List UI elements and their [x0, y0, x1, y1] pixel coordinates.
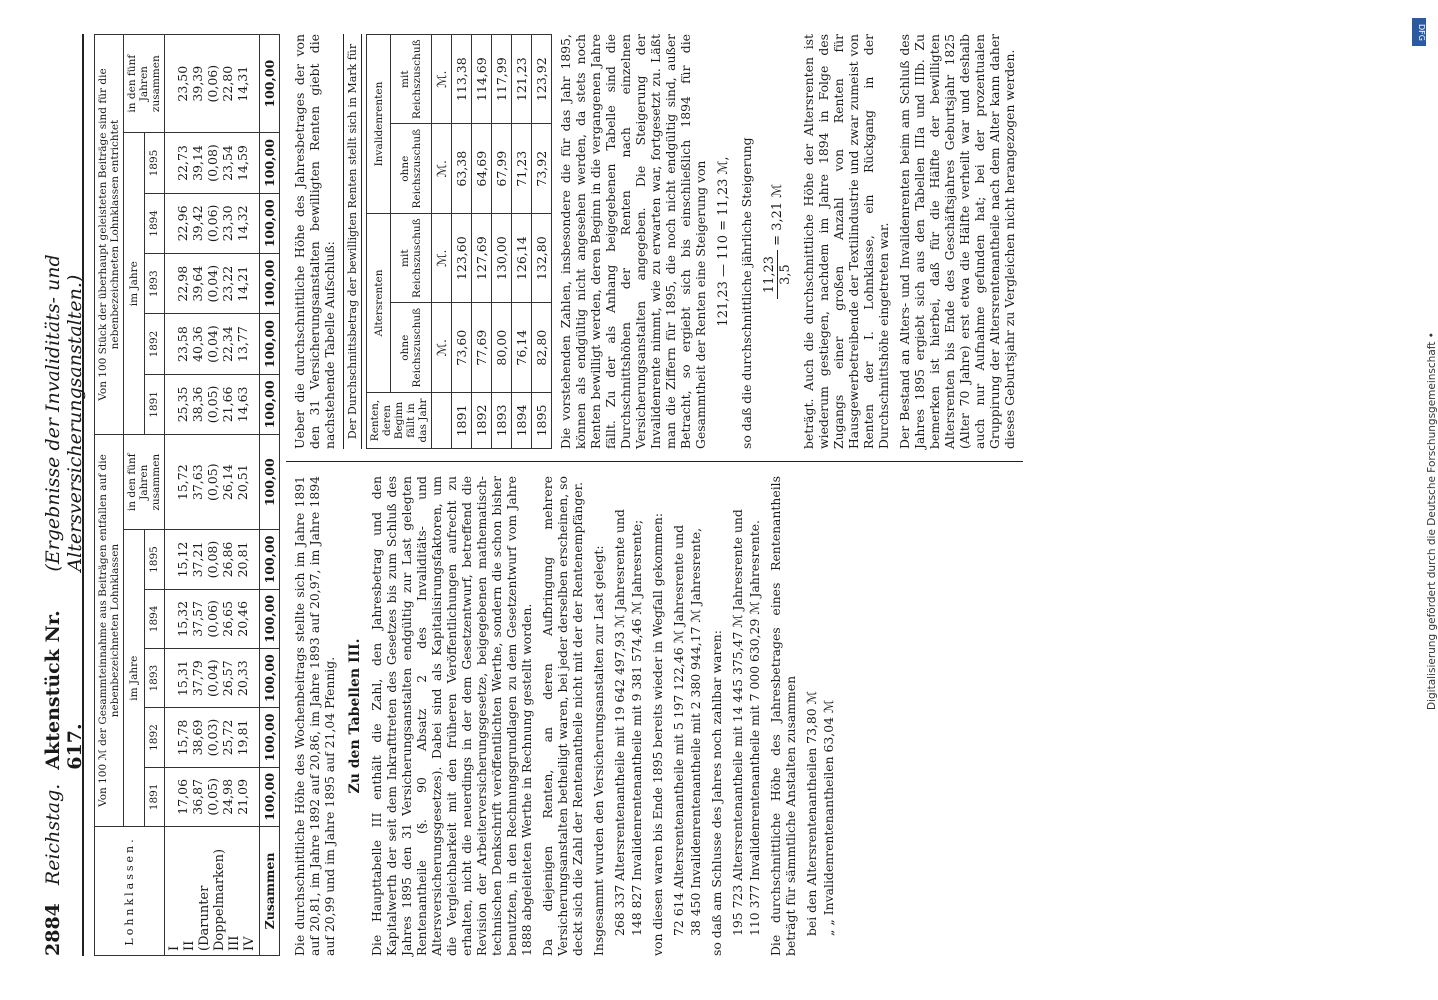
- paragraph: Ueber die durchschnittliche Höhe des Jahresbetrages der von den 31 Versicherungsanstalten bewilligten Renten giebt die nachstehende Tabelle Aufschluß:: [292, 34, 337, 449]
- g2-im-jahre: im Jahre: [124, 133, 145, 435]
- col-ohne: ohne Reichszuschuß: [391, 124, 432, 214]
- class-labels: I II (Darunter Doppelmarken) III IV: [165, 827, 260, 956]
- g1-cell: 15,32 37,57 (0,06) 26,65 20,46: [165, 589, 260, 648]
- dfg-sidebar: [1412, 10, 1438, 990]
- page-header: [42, 34, 84, 956]
- wage-class-table: [94, 34, 280, 956]
- sum-cell: 100,00: [260, 374, 280, 434]
- sum-cell: 100,00: [260, 589, 280, 648]
- table-row: [512, 35, 532, 449]
- g1-cell: 15,12 37,21 (0,08) 26,86 20,81: [165, 530, 260, 589]
- col-mit: mit Reichszuschuß: [391, 214, 432, 303]
- cell: 76,14: [512, 303, 532, 393]
- fraction-formula: [762, 34, 793, 449]
- cell-year: 1891: [452, 392, 472, 448]
- year-header: 1891: [144, 767, 165, 826]
- table-caption: Der Durchschnittsbetrag der bewilligten Renten stellt sich in Mark für: [343, 34, 362, 449]
- paragraph: Die durchschnittliche Höhe des Wochenbeitrags stellte sich im Jahre 1891 auf 20,81, im Jahre 1892 auf 20,86, im Jahre 1893 auf 20,97, im Jahre 1894 auf 20,99 und im Jahre 1895 auf 21,04 Pfennig.: [292, 476, 337, 956]
- year-header: 1894: [144, 193, 165, 253]
- table-row: [472, 35, 492, 449]
- sum-cell: 100,00: [260, 649, 280, 708]
- unit: ℳ.: [432, 214, 452, 303]
- cell-year: 1894: [512, 392, 532, 448]
- paragraph: Insgesammt wurden den Versicherungsanstalten zur Last gelegt:: [591, 545, 606, 956]
- paragraph: Da diejenigen Renten, an deren Aufbringung mehrere Versicherungsanstalten betheiligt waren, bei jeder derselben erscheinen, so deckt sich die Zahl der Rentenantheile nicht mit der der Rentenempfänger.: [540, 476, 585, 956]
- g2-cell: 22,96 39,42 (0,06) 23,30 14,32: [165, 193, 260, 253]
- paragraph: Die Haupttabelle III enthält die Zahl, den Jahresbetrag und den Kapitalwerth der seit dem Inkrafttreten des Gesetzes bis zum Schluß des Jahres 1895 den 31 Versicherungsanstalten endgültig zur Last gelegten Rentenantheile (§. 90 Absatz 2 des Invaliditäts- und Altersversicherungsgesetzes). Dabei sind als Kapitalisirungsfaktoren, um die Vergleichbarkeit mit den früheren Veröffentlichungen aufrecht zu erhalten, nicht die neuerdings in der dem Gesetzentwurf, betreffend die Revision der Arbeiterversicherungsgesetze, beigegebenen mathematisch-technischen Denkschrift veröffentlichten Werthe, sondern die schon bisher benutzten, in den Rechnungsgrundlagen zu dem Gesetzentwurf vom Jahre 1888 abgeleiteten Werthe in Rechnung gestellt worden.: [369, 476, 534, 956]
- g2-five-years: in den fünf Jahren zusammen: [124, 35, 165, 133]
- table-row: [492, 35, 512, 449]
- col-invalid: Invalidenrenten: [367, 35, 391, 214]
- document-title: Aktenstück Nr. 617.: [42, 610, 86, 770]
- list-line: „ „ Invalidenrentenantheilen 63,04 ℳ: [821, 699, 836, 936]
- group2-header: Von 100 Stück der überhaupt geleisteten Beiträge sind für die nebenbezeichneten Lohnklassen entrichtet: [95, 35, 124, 435]
- running-title: Reichstag.: [42, 783, 64, 886]
- list-line: 268 337 Altersrentenantheile mit 19 642 497,93 ℳ Jahresrente und: [612, 509, 627, 936]
- year-header: 1895: [144, 530, 165, 589]
- cell: 123,92: [532, 35, 552, 124]
- paragraph: so daß die durchschnittliche jährliche Steigerung: [739, 137, 754, 449]
- list-line: 110 377 Invalidenrentenantheile mit 7 000 630,29 ℳ Jahresrente.: [747, 520, 762, 936]
- sum-label: Zusammen: [260, 827, 280, 956]
- cell: 63,38: [452, 124, 472, 214]
- cell: 117,99: [492, 35, 512, 124]
- list-line: 148 827 Invalidenrentenantheile mit 9 381 574,46 ℳ Jahresrente;: [629, 519, 644, 936]
- dfg-logo: DFG: [1412, 18, 1426, 46]
- g1-five-years: in den fünf Jahren zusammen: [124, 435, 165, 530]
- paragraph: Die durchschnittliche Höhe des Jahresbetrages eines Rentenantheils beträgt für sämmtliche Anstalten zusammen: [768, 476, 798, 956]
- cell: 123,60: [452, 214, 472, 303]
- cell: 77,69: [472, 303, 492, 393]
- sum-cell: 100,00: [260, 254, 280, 314]
- list-line: 38 450 Invalidenrentenantheile mit 2 380 944,17 ℳ Jahresrente,: [688, 527, 703, 936]
- g2-cell: 22,73 39,14 (0,08) 23,54 14,59: [165, 133, 260, 193]
- g1-im-jahre: im Jahre: [124, 530, 145, 827]
- table-row: [532, 35, 552, 449]
- sum-cell: 100,00: [260, 133, 280, 193]
- col-wage-class: Lohnklassen.: [123, 836, 136, 946]
- cell-year: 1893: [492, 392, 512, 448]
- g2-cell: 23,50 39,39 (0,06) 22,80 14,31: [165, 35, 260, 133]
- sum-cell: 100,00: [260, 435, 280, 530]
- col-alters: Altersrenten: [367, 214, 391, 393]
- cell: 73,60: [452, 303, 472, 393]
- paragraph: so daß am Schlusse des Jahres noch zahlbar waren:: [709, 630, 724, 956]
- year-header: 1894: [144, 589, 165, 648]
- sum-cell: 100,00: [260, 767, 280, 826]
- paragraph: Die vorstehenden Zahlen, insbesondere die für das Jahr 1895, können als endgültig nicht angesehen werden, da stets noch Renten bewilligt werden, deren Beginn in die vergangenen Jahre fällt. Zu der als Anhang beigegebenen Tabelle sind die Durchschnittshöhen der Renten nach einzelnen Versicherungsanstalten angegeben. Die Steigerung der Invalidenrente nimmt, wie zu erwarten war, fortgesetzt zu. Läßt man die Ziffern für 1895, die noch nicht endgültig sind, außer Betracht, so ergiebt sich bis einschließlich 1894 für die Gesammtheit der Renten eine Steigerung von: [558, 34, 708, 449]
- fraction-result: = 3,21 ℳ: [770, 183, 785, 246]
- year-header: 1891: [144, 374, 165, 434]
- g2-cell: 22,98 39,64 (0,04) 23,22 14,21: [165, 254, 260, 314]
- sum-cell: 100,00: [260, 530, 280, 589]
- cell: 71,23: [512, 124, 532, 214]
- g1-cell: 15,72 37,63 (0,05) 26,14 20,51: [165, 435, 260, 530]
- unit: ℳ.: [432, 35, 452, 124]
- sum-cell: 100,00: [260, 708, 280, 767]
- cell: 80,00: [492, 303, 512, 393]
- paragraph: Der Bestand an Alters- und Invalidenrenten beim am Schluß des Jahres 1895 ergiebt sich aus den Tabellen IIIa und IIIb. Zu bemerken ist hierbei, daß für die Hälfte der bewilligten Altersrenten bis Ende des Geschäftsjahres Geburtsjahr 1825 (Alter 70 Jahre) erst etwa die Hälfte verheilt war und deshalb auch nur Aufnahme gefunden hat; bei der prozentualen Gruppirung der Altersrentenantheile nach dem Alter kann daher dieses Geburtsjahr zu Vergleichen nicht herangezogen werden.: [897, 34, 1017, 449]
- paragraph: von diesen waren bis Ende 1895 bereits wieder in Wegfall gekommen:: [650, 513, 665, 956]
- cell: 113,38: [452, 35, 472, 124]
- average-pension-table: [366, 34, 552, 449]
- cell: 121,23: [512, 35, 532, 124]
- sum-cell: 100,00: [260, 193, 280, 253]
- col-year: Renten, deren Beginn fällt in das Jahr: [367, 392, 432, 448]
- sum-cell: 100,00: [260, 35, 280, 133]
- page-number: 2884: [42, 903, 64, 956]
- cell: 127,69: [472, 214, 492, 303]
- group1-header: Von 100 ℳ der Gesammteinnahme aus Beiträgen entfallen auf die nebenbezeichneten Lohnklassen: [95, 435, 124, 827]
- unit: ℳ.: [432, 303, 452, 393]
- year-header: 1893: [144, 254, 165, 314]
- cell: 64,69: [472, 124, 492, 214]
- right-column: [286, 34, 1023, 462]
- year-header: 1892: [144, 708, 165, 767]
- g1-cell: 15,31 37,79 (0,04) 26,57 20,33: [165, 649, 260, 708]
- list-line: 72 614 Altersrentenantheile mit 5 197 122,46 ℳ Jahresrente und: [671, 524, 686, 936]
- cell: 126,14: [512, 214, 532, 303]
- fraction-denominator: 3,5: [778, 264, 793, 285]
- document-subtitle: (Ergebnisse der Invaliditäts- und Altersversicherungsanstalten.): [42, 254, 86, 572]
- col-mit: mit Reichszuschuß: [391, 35, 432, 124]
- unit: ℳ.: [432, 124, 452, 214]
- g1-cell: 17,06 36,87 (0,05) 24,98 21,09: [165, 767, 260, 826]
- col-ohne: ohne Reichszuschuß: [391, 303, 432, 393]
- g1-cell: 15,78 38,69 (0,03) 25,72 19,81: [165, 708, 260, 767]
- fraction-numerator: 11,23: [762, 250, 778, 299]
- list-line: bei den Altersrentenantheilen 73,80 ℳ: [804, 691, 819, 936]
- fraction: [762, 250, 793, 299]
- cell: 114,69: [472, 35, 492, 124]
- year-header: 1893: [144, 649, 165, 708]
- dfg-credit: Digitalisierung gefördert durch die Deutsche Forschungsgemeinschaft •: [1426, 332, 1438, 710]
- cell-year: 1895: [532, 392, 552, 448]
- cell: 130,00: [492, 214, 512, 303]
- cell: 67,99: [492, 124, 512, 214]
- calc-line: 121,23 — 110 = 11,23 ℳ,: [716, 156, 731, 327]
- sum-cell: 100,00: [260, 314, 280, 374]
- g2-cell: 25,35 38,36 (0,05) 21,66 14,63: [165, 374, 260, 434]
- cell-year: 1892: [472, 392, 492, 448]
- list-line: 195 723 Altersrentenantheile mit 14 445 375,47 ℳ Jahresrente und: [730, 509, 745, 936]
- cell: 73,92: [532, 124, 552, 214]
- g2-cell: 23,58 40,36 (0,04) 22,34 13,77: [165, 314, 260, 374]
- table-row: [452, 35, 472, 449]
- cell: 132,80: [532, 214, 552, 303]
- paragraph: beträgt. Auch die durchschnittliche Höhe der Altersrenten ist wiederum gestiegen, nachdem im Jahre 1894 in Folge des Zugangs einer großen Anzahl von Renten für Hausgewerbetreibende der Textilindustrie und zwar zumeist von Renten der I. Lohnklasse, ein Rückgang in der Durchschnittshöhe eingetreten war.: [801, 34, 891, 449]
- cell: 82,80: [532, 303, 552, 393]
- year-header: 1895: [144, 133, 165, 193]
- left-column: [286, 462, 1023, 956]
- section-heading: Zu den Tabellen III.: [347, 638, 363, 794]
- year-header: 1892: [144, 314, 165, 374]
